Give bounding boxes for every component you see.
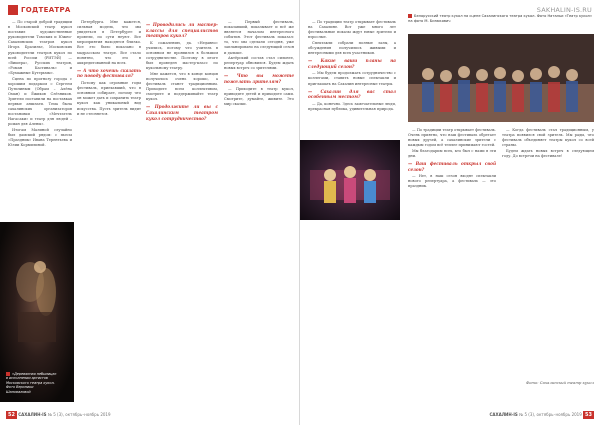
paragraph: Будем ждать новых встреч в следующем году. До встречи на фестивале! bbox=[502, 148, 594, 158]
paragraph: — Нет, в наш сезон входят спектакли нового репертуара, а фестиваль — это праздник. bbox=[408, 174, 496, 189]
caption-marker bbox=[408, 14, 412, 18]
left-column-1 bbox=[8, 20, 72, 220]
paragraph: — Когда фестиваль стал традиционным, у театра появился свой зритель. Мы рады, что фестиваль объединяет театры кукол со всей страны. bbox=[502, 128, 594, 148]
rubric-marker bbox=[8, 5, 18, 15]
site-url: SAKHALIN-IS.RU bbox=[536, 6, 592, 14]
question-heading: — Проводились ли мастер-классы для специалистов театров кукол? bbox=[146, 22, 218, 39]
question-heading: — Какие ваши планы на следующий сезон? bbox=[308, 58, 396, 69]
right-page bbox=[300, 0, 600, 425]
stage-photo-right-image bbox=[300, 140, 400, 220]
question-heading: — Продолжите ли вы с Сахалинским театром кукол сотрудничество? bbox=[146, 104, 218, 121]
cast-photo-image bbox=[408, 34, 594, 122]
magazine-name: САХАЛИН-IS bbox=[489, 412, 518, 417]
stage-photo-right bbox=[300, 140, 400, 220]
paragraph: Петербурга. Мне кажется, сильная модель, что мы увидеться в Петербурге и провели, по сути неуют. Все мероприятия находятся близко. Все это было показано в мадрасском театре. Все стало понятно, что это в аккредитованной на всех. bbox=[77, 20, 141, 65]
paragraph: — Приходите в театр кукол, приводите детей и приходите сами. Смотрите, думайте, живите. Это мир сказки. bbox=[224, 86, 294, 106]
paragraph: — Мы будем продолжать сотрудничество с коллегами, ставить новые спектакли и приглашать на Сахалин интересные театры. bbox=[308, 71, 396, 86]
magazine-name: САХАЛИН-IS bbox=[18, 412, 47, 417]
right-column-2 bbox=[408, 128, 496, 408]
rubric-title: ГОДТЕАТРА bbox=[21, 6, 71, 14]
right-column-1 bbox=[308, 20, 396, 140]
page-number: 53 bbox=[585, 412, 592, 418]
question-heading: — Что вы можете пожелать зрителям? bbox=[224, 73, 294, 85]
question-heading: — Сахалин для вас стал особенным местом? bbox=[308, 88, 396, 100]
paragraph: Актёрский состав стал сильнее, репертуар обновился. Будем ждать новых встреч со зрителями. bbox=[224, 56, 294, 71]
left-column-3 bbox=[146, 20, 218, 390]
right-footer bbox=[490, 411, 595, 419]
question-heading: — А что хочешь сказать по поводу фестиваля? bbox=[77, 67, 141, 79]
left-column-2 bbox=[77, 20, 141, 390]
cast-photo bbox=[408, 34, 594, 122]
paragraph: Сцена по прогнозу города с хорошим подарком с Сергеем Путилиным (Обрам – Алёна Оман) и Ёжиков Слёзников. Зрители поставили на поставках первые аншлаги. Тема была сахалинских организаторов постановки «Мечтатель Нагасаки» и театр для людей – роман для Алены». bbox=[8, 76, 72, 127]
paragraph: — Да, конечно. Здесь замечательные люди, прекрасная публика, удивительная природа. bbox=[308, 101, 396, 111]
paragraph: — По старой доброй традиции в Московский театр кукол поставил художественные руководители Томских и Южно-Сахалинских театров кукол Игорь Бразилье, Московских руководители театров кукол по всей России (РИТЭЙ) — «Вишера», Русских театров, «Роман Кастиналь» и «Бумажные Кутерьмы». bbox=[8, 20, 72, 75]
photo-credit: Фото: Сахалинский театр кукол bbox=[525, 380, 594, 385]
left-column-4 bbox=[224, 20, 294, 390]
paragraph: — По традиции театр открывает фестиваль на Сахалине. Вот уже много лет фестивальные показы ждут юные зрители и взрослые. bbox=[308, 20, 396, 40]
paragraph: Мы благодарим всех, кто был с нами в эти дни. bbox=[408, 148, 496, 158]
issue-info: № 5 (3), октябрь–ноябрь 2019 bbox=[47, 412, 111, 417]
paragraph: К сожалению, да. «Недавно» учились, потому что учитель в основном не проявился в большом сотрудничестве. Поэтому в итоге был проведен мастер-класс по кукольному театру. bbox=[146, 40, 218, 71]
photo-caption-top: Белорусский театр кукол на сцене Сахалинского театра кукол. Фото Натальи «Театр кукол» на фото М. Бизюкович bbox=[408, 14, 593, 23]
paragraph: — По традиции театр открывает фестиваль. Очень приятно, что наш фестиваль обретает новых друзей, а сахалинские зрители с каждым годом всё теплее принимают гостей. bbox=[408, 128, 496, 148]
left-footer bbox=[6, 411, 111, 419]
right-column-3 bbox=[502, 128, 594, 378]
paragraph: Потому как огромные годы фестиваль, приехавший, что в основном собирает, потому что он может дать и сохранить театр кукол как уникальный вид искусства. Пусть зритель видит и не стесняется. bbox=[77, 81, 141, 116]
photo-caption: «Деревянная небылица» в исполнении артистов Московского театра кукол. Фото Вероники Шаповаловой bbox=[6, 371, 57, 394]
question-heading: — Ваш фестиваль открыл свой сезон? bbox=[408, 161, 496, 172]
stage-photo-left bbox=[0, 222, 74, 402]
paragraph: Спектакли собрали полные залы, а обсуждения получились живыми и интересными для всех участников. bbox=[308, 40, 396, 56]
page-number: 52 bbox=[8, 412, 15, 418]
paragraph: Итогам Малиной случайно был дамский рядом: с пьесы «Праздник» Ивана Терентьева и Юлии Кормилиной. bbox=[8, 127, 72, 148]
caption-marker bbox=[6, 372, 10, 376]
paragraph: — Первый фестиваль, показавший, показывает и всё же является началом интересного события. Этот фестиваль показал: то, что мы сделали сегодня, уже запланировано на следующий сезон и дальше. bbox=[224, 20, 294, 55]
issue-info: № 5 (3), октябрь–ноябрь 2019 bbox=[519, 412, 582, 417]
paragraph: Мне кажется, что в конце концов получилось очень хорошо, а фестиваль станет традиционным. Приходите всем коллективом, смотрите и поддерживайте театр кукол. bbox=[146, 71, 218, 102]
